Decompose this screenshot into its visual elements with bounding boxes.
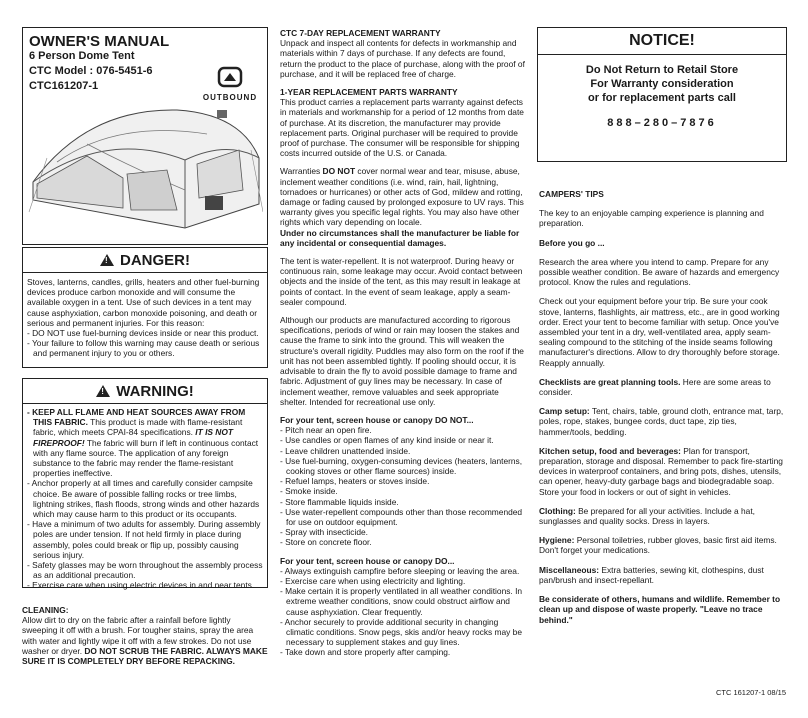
warning-item: - KEEP ALL FLAME AND HEAT SOURCES AWAY FROM THIS FABRIC. This product is made with flame-resistant fabric, which meets CPAI-84 specifications. IT IS NOT FIREPROOF! The fabric will burn if left in continuous contact with any flame source. The application of any foreign substance to the fabric may render the flame-resistant properties ineffective. (27, 407, 259, 479)
manual-code: CTC161207-1 (29, 80, 99, 92)
warning-item: - Safety glasses may be worn throughout the assembly process as an additional precaution. (27, 560, 263, 581)
danger-body: Stoves, lanterns, candles, grills, heaters and other fuel-burning devices produce carbon monoxide and will consume the available oxygen in a tent. Use of such devices in a tent may cause asphyxiation, carbon monoxide poisoning, and death or serious and permanent injuries. For this reason: (27, 277, 260, 328)
warning-triangle-icon: ! (96, 385, 110, 397)
do-item: - Always extinguish campfire before sleeping or leaving the area. (280, 565, 520, 576)
campers-tips (539, 189, 785, 625)
tent-illustration (27, 100, 263, 240)
water-paragraph-1: The tent is water-repellent. It is not waterproof. During heavy or continuous rain, some leakage may occur. Avoid contact between objects and the inside of the tent, as this may result in leakage at points of contact. In the event of seam leakage, apply a seam-sealer compound. (280, 256, 523, 307)
tips-title: CAMPERS' TIPS (539, 189, 604, 199)
notice-line: For Warranty consideration (590, 78, 734, 90)
tips-before: Before you go ... (539, 237, 605, 248)
donot-item: - Use water-repellent compounds other than those recommended for use on outdoor equipment. (280, 506, 523, 527)
warranty7-body: Unpack and inspect all contents for defects in workmanship and materials within 7 days of purchase. If any defects are found, return the product to the place of purchase, along with the proof of purchase, and it will be replaced free of charge. (280, 38, 525, 79)
tips-clothing: Clothing: Be prepared for all your activities. Include a hat, sunglasses and quality socks. Dress in layers. (539, 505, 755, 527)
brand-name: OUTBOUND (202, 93, 258, 102)
danger-header (23, 248, 267, 273)
warning-title: WARNING! (116, 382, 194, 400)
tips-closing: Be considerate of others, humans and wildlife. Remember to clean up and dispose of waste properly. "Leave no trace behind." (539, 594, 781, 625)
footer-code: CTC 161207-1 08/15 (715, 688, 786, 697)
donot-item: - Use fuel-burning, oxygen-consuming devices (heaters, lanterns, cooking stoves or other flame sources) inside. (280, 455, 523, 476)
danger-title: DANGER! (120, 251, 190, 269)
warranty1-body: This product carries a replacement parts warranty against defects in materials and workmanship for a period of 12 months from date of purchase. At its discretion, the manufacturer may provide replacement parts. Original purchaser will be required to provide proof of purchase. The consumer will be responsible for shipping costs incurred outside of the U.S. or Canada. (280, 97, 524, 159)
donot-item: - Use candles or open flames of any kind inside or near it. (280, 435, 494, 446)
danger-box (22, 247, 268, 368)
manual-model: CTC Model : 076-5451-6 (29, 65, 153, 77)
tips-intro: The key to an enjoyable camping experience is planning and preparation. (539, 208, 764, 229)
notice-title: NOTICE! (538, 28, 786, 55)
outbound-logo-icon (217, 66, 243, 88)
notice-line: Do Not Return to Retail Store (585, 64, 739, 76)
danger-item: - DO NOT use fuel-burning devices inside or near this product. (27, 328, 259, 339)
manual-subtitle: 6 Person Dome Tent (29, 50, 135, 62)
donot-item: - Leave children unattended inside. (280, 445, 411, 456)
cleaning-body: Allow dirt to dry on the fabric after a rainfall before lightly sweeping it off with a brush. For tougher stains, spray the area with water and lightly wipe it off with a few strokes. Do not use washer or dryer. DO NOT SCRUB THE FABRIC. ALWAYS MAKE SURE IT IS COMPLETELY DRY BEFORE REPACKING. (22, 615, 268, 667)
tips-kitchen: Kitchen setup, food and beverages: Plan for transport, preparation, storage and disposal. Remember to pack fire-starting devices in waterproof containers, and bring pots, dishes, utensils, can opener, heavy-duty garbage bags and biodegradable soap. Store your food in lockers or out of sight in vehicles. (539, 445, 783, 497)
tips-checklist: Checklists are great planning tools. Here are some areas to consider. (539, 376, 771, 398)
donot-item: - Smoke inside. (280, 486, 338, 497)
middle-column (280, 28, 528, 658)
warning-item: - Have a minimum of two adults for assembly. During assembly poles are under tension. If not held firmly in place during assembly, poles could break or flip up, possibly causing serious injury. (27, 519, 261, 560)
title-box (22, 27, 268, 245)
donot-item: - Spray with insecticide. (280, 527, 368, 538)
donot-title: For your tent, screen house or canopy DO NOT... (280, 414, 474, 425)
do-item: - Anchor securely to provide additional security in changing climatic conditions. Snow pegs, skis and/or heavy rocks may be necessary to supplement stakes and guy lines. (280, 616, 523, 648)
donot-item: - Refuel lamps, heaters or stoves inside. (280, 476, 430, 487)
tips-camp: Camp setup: Tent, chairs, table, ground cloth, entrance mat, tarp, poles, rope, stakes, bungee cords, duct tape, zip ties, hammer/tools, bedding. (539, 406, 784, 437)
donot-item: - Store on concrete floor. (280, 537, 372, 548)
water-paragraph-2: Although our products are manufactured according to rigorous specifications, periods of wind or rain may loosen the stakes and cause the frame to sink into the ground. This will weaken the structure's overall rigidity. Puddles may also form on the roof if the unit has not been assembled tightly. If pooling should occur, it is advisable to drain the fly to avoid possible damage to frame and fabric. Adjustment of guy lines may be necessary. In case of inclement weather, remove valuables and seek appropriate shelter. Intended for recreational use only. (280, 315, 524, 407)
outbound-logo (197, 66, 263, 102)
tips-paragraph-1: Research the area where you intend to camp. Prepare for any possible weather condition. Be aware of hazards and emergency protocol. Know the rules and regulations. (539, 256, 780, 288)
donot-item: - Pitch near an open fire. (280, 425, 372, 436)
tips-hygiene: Hygiene: Personal toiletries, rubber gloves, basic first aid items. Don't forget your medications. (539, 535, 777, 556)
warning-item: - Anchor properly at all times and carefully consider campsite choice. Be aware of possible falling rocks or tree limbs, lightning strikes, flash floods, strong winds and other hazards which may cause harm to this product or its occupants. (27, 478, 260, 520)
manual-title: OWNER'S MANUAL (29, 33, 170, 50)
warranty1-title: 1-YEAR REPLACEMENT PARTS WARRANTY (280, 87, 458, 98)
warranties-liability: Under no circumstances shall the manufacturer be liable for any incidental or consequential damages. (280, 227, 520, 248)
warning-box (22, 378, 268, 591)
danger-item: - Your failure to follow this warning may cause death or serious and permanent injury to you or others. (27, 338, 260, 359)
tips-paragraph-2: Check out your equipment before your trip. Be sure your cook stove, lanterns, flashlights, air mattress, etc., are in good working order. Erect your tent to become familiar with setup. Once you've assembled your tent in a dry, well-ventilated area, apply seam-sealing compound to the stitching of the inside seams following manufacturer's directions. Allow to dry thoroughly before storage. Reapply annually. (539, 296, 780, 368)
warranty7-title: CTC 7-DAY REPLACEMENT WARRANTY (280, 28, 441, 38)
donot-item: - Store flammable liquids inside. (280, 496, 399, 507)
do-item: - Exercise care when using electricity and lighting. (280, 575, 466, 586)
warning-item: - Exercise care when using electric devices in and near tents. (27, 580, 255, 591)
warranties-paragraph: Warranties DO NOT cover normal wear and tear, misuse, abuse, inclement weather conditions (i.e. wind, rain, hail, lightning, tornadoes or hurricanes) or other acts of God, mildew and rotting, damage or fading caused by prolonged exposure to UV rays. This warranty gives you specific legal rights. You may also have other rights which vary depending on locale. (280, 166, 524, 228)
warning-triangle-icon: ! (100, 254, 114, 266)
warning-header (23, 379, 267, 404)
notice-line: or for replacement parts call (588, 92, 736, 104)
tips-misc: Miscellaneous: Extra batteries, sewing kit, clothespins, dust pan/brush and insect-repellant. (539, 564, 764, 585)
cleaning-section (22, 605, 268, 666)
do-item: - Make certain it is properly ventilated in all weather conditions. In extreme weather conditions, snow could obstruct airflow and cause asphyxiation. Clear frequently. (280, 586, 523, 617)
do-item: - Take down and store properly after camping. (280, 647, 451, 658)
cleaning-title: CLEANING: (22, 605, 69, 615)
do-title: For your tent, screen house or canopy DO... (280, 555, 455, 566)
notice-box (537, 27, 787, 162)
notice-phone: 888–280–7876 (607, 117, 717, 129)
